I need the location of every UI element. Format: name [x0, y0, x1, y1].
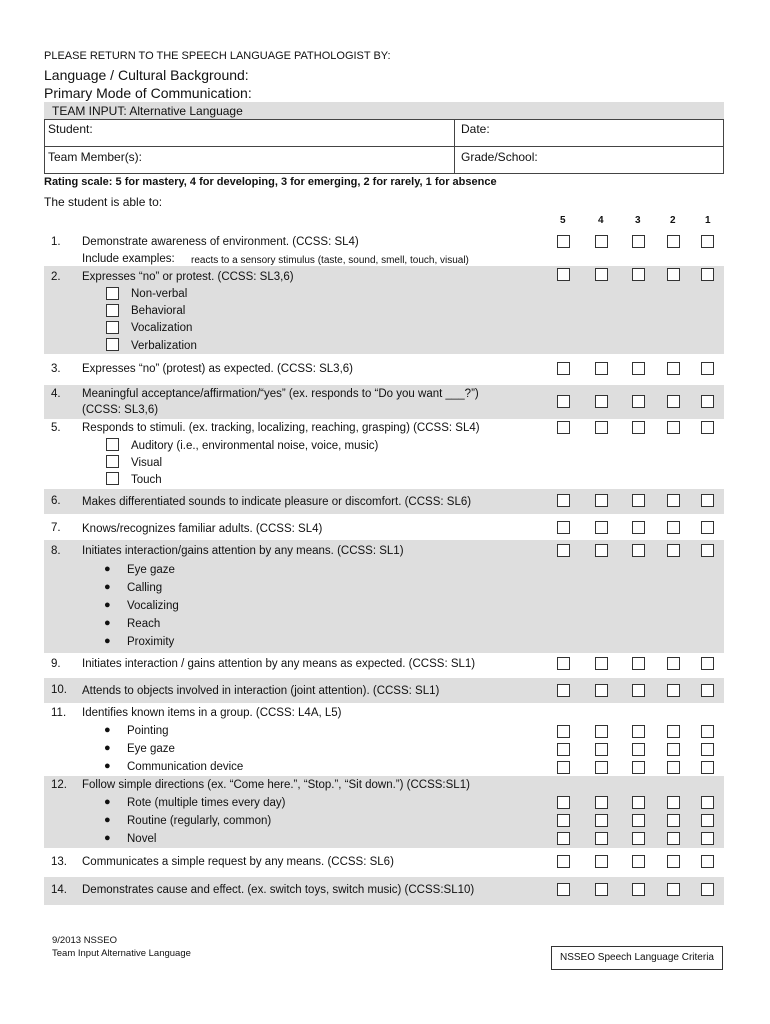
rating-header-1: 1: [705, 215, 711, 226]
bullet-icon: ●: [104, 832, 111, 844]
item-number: 9.: [51, 658, 61, 670]
item-number: 8.: [51, 545, 61, 557]
bullet-icon: ●: [104, 599, 111, 611]
criteria-box-label: NSSEO Speech Language Criteria: [560, 952, 714, 963]
rating-checkbox-1[interactable]: [701, 544, 714, 557]
item-number: 14.: [51, 884, 67, 896]
rating-checkbox-1[interactable]: [701, 832, 714, 845]
sub-option-label: Verbalization: [131, 340, 197, 352]
rating-checkbox-3[interactable]: [632, 395, 645, 408]
rating-checkbox-5[interactable]: [557, 883, 570, 896]
rating-checkbox-5[interactable]: [557, 657, 570, 670]
sub-checkbox[interactable]: [106, 455, 119, 468]
rating-checkbox-5[interactable]: [557, 268, 570, 281]
item-text-continued: (CCSS: SL3,6): [82, 404, 159, 416]
rating-checkbox-5[interactable]: [557, 814, 570, 827]
sub-option-label: Behavioral: [131, 305, 186, 317]
rating-checkbox-2[interactable]: [667, 362, 680, 375]
item-examples-text: reacts to a sensory stimulus (taste, sound, smell, touch, visual): [191, 255, 469, 266]
return-by-line: PLEASE RETURN TO THE SPEECH LANGUAGE PATHOLOGIST BY:: [44, 50, 391, 62]
item-number: 12.: [51, 779, 67, 791]
bullet-icon: ●: [104, 760, 111, 772]
item-number: 4.: [51, 388, 61, 400]
team-input-bar: [44, 102, 724, 119]
rating-checkbox-1[interactable]: [701, 743, 714, 756]
rating-checkbox-5[interactable]: [557, 684, 570, 697]
primary-mode-label: Primary Mode of Communication:: [44, 85, 252, 101]
rating-checkbox-4[interactable]: [595, 521, 608, 534]
rating-checkbox-1[interactable]: [701, 494, 714, 507]
rating-checkbox-3[interactable]: [632, 725, 645, 738]
bullet-label: Pointing: [127, 725, 169, 737]
bullet-label: Communication device: [127, 761, 244, 773]
rating-checkbox-2[interactable]: [667, 832, 680, 845]
rating-checkbox-4[interactable]: [595, 855, 608, 868]
rating-checkbox-4[interactable]: [595, 268, 608, 281]
sub-option-label: Touch: [131, 474, 162, 486]
grade-school-label: Grade/School:: [461, 150, 538, 164]
rating-checkbox-1[interactable]: [701, 883, 714, 896]
rating-checkbox-4[interactable]: [595, 832, 608, 845]
rating-checkbox-3[interactable]: [632, 684, 645, 697]
footer-doc-title: Team Input Alternative Language: [52, 948, 191, 959]
rating-checkbox-1[interactable]: [701, 268, 714, 281]
rating-checkbox-3[interactable]: [632, 855, 645, 868]
date-field[interactable]: [454, 119, 724, 147]
bullet-icon: ●: [104, 617, 111, 629]
date-label: Date:: [461, 122, 490, 136]
rating-checkbox-1[interactable]: [701, 235, 714, 248]
rating-checkbox-3[interactable]: [632, 832, 645, 845]
rating-header-4: 4: [598, 215, 604, 226]
item-number: 11.: [51, 707, 67, 719]
rating-checkbox-4[interactable]: [595, 362, 608, 375]
rating-checkbox-5[interactable]: [557, 743, 570, 756]
item-text: Expresses “no” (protest) as expected. (CCSS: SL3,6): [82, 363, 353, 375]
team-members-label: Team Member(s):: [48, 150, 143, 164]
sub-option-label: Visual: [131, 457, 163, 469]
rating-checkbox-4[interactable]: [595, 814, 608, 827]
rating-checkbox-4[interactable]: [595, 395, 608, 408]
rating-header-2: 2: [670, 215, 676, 226]
bullet-icon: ●: [104, 635, 111, 647]
rating-checkbox-3[interactable]: [632, 796, 645, 809]
bullet-icon: ●: [104, 814, 111, 826]
item-text: Initiates interaction / gains attention by any means as expected. (CCSS: SL1): [82, 658, 476, 670]
rating-checkbox-3[interactable]: [632, 494, 645, 507]
language-background-label: Language / Cultural Background:: [44, 67, 249, 83]
rating-checkbox-4[interactable]: [595, 421, 608, 434]
rating-checkbox-3[interactable]: [632, 657, 645, 670]
rating-checkbox-5[interactable]: [557, 521, 570, 534]
rating-checkbox-4[interactable]: [595, 235, 608, 248]
rating-checkbox-2[interactable]: [667, 421, 680, 434]
criteria-box: [551, 946, 723, 970]
rating-checkbox-1[interactable]: [701, 814, 714, 827]
team-members-field[interactable]: [44, 146, 455, 174]
item-text: Meaningful acceptance/affirmation/“yes” (ex. responds to “Do you want ___?”): [82, 388, 479, 400]
item-number: 13.: [51, 856, 67, 868]
student-label: Student:: [48, 122, 93, 136]
rating-checkbox-2[interactable]: [667, 725, 680, 738]
item-number: 1.: [51, 236, 61, 248]
footer-date-org: 9/2013 NSSEO: [52, 935, 117, 946]
rating-checkbox-1[interactable]: [701, 761, 714, 774]
grade-school-field[interactable]: [454, 146, 724, 174]
item-text: Initiates interaction/gains attention by any means. (CCSS: SL1): [82, 545, 404, 557]
rating-checkbox-3[interactable]: [632, 421, 645, 434]
item-number: 2.: [51, 271, 61, 283]
rating-checkbox-4[interactable]: [595, 684, 608, 697]
rating-checkbox-2[interactable]: [667, 544, 680, 557]
rating-checkbox-4[interactable]: [595, 657, 608, 670]
rating-checkbox-2[interactable]: [667, 684, 680, 697]
rating-checkbox-1[interactable]: [701, 684, 714, 697]
sub-checkbox[interactable]: [106, 472, 119, 485]
rating-checkbox-1[interactable]: [701, 421, 714, 434]
item-text: Communicates a simple request by any means. (CCSS: SL6): [82, 856, 394, 868]
rating-checkbox-5[interactable]: [557, 544, 570, 557]
rating-checkbox-5[interactable]: [557, 832, 570, 845]
sub-option-label: Non-verbal: [131, 288, 188, 300]
rating-checkbox-3[interactable]: [632, 814, 645, 827]
sub-checkbox[interactable]: [106, 438, 119, 451]
sub-option-label: Auditory (i.e., environmental noise, voice, music): [131, 440, 379, 452]
bullet-label: Rote (multiple times every day): [127, 797, 286, 809]
team-input-title: TEAM INPUT: Alternative Language: [52, 104, 243, 118]
rating-checkbox-5[interactable]: [557, 421, 570, 434]
item-number: 7.: [51, 522, 61, 534]
student-field[interactable]: [44, 119, 455, 147]
rating-checkbox-5[interactable]: [557, 235, 570, 248]
rating-checkbox-5[interactable]: [557, 796, 570, 809]
item-number: 10.: [51, 684, 67, 696]
rating-checkbox-2[interactable]: [667, 657, 680, 670]
rating-checkbox-2[interactable]: [667, 814, 680, 827]
sub-checkbox[interactable]: [106, 304, 119, 317]
item-text: Follow simple directions (ex. “Come here.”, “Stop.”, “Sit down.”) (CCSS:SL1): [82, 779, 470, 791]
rating-checkbox-3[interactable]: [632, 883, 645, 896]
rating-checkbox-5[interactable]: [557, 761, 570, 774]
rating-checkbox-3[interactable]: [632, 235, 645, 248]
rating-checkbox-1[interactable]: [701, 395, 714, 408]
rating-checkbox-4[interactable]: [595, 883, 608, 896]
rating-checkbox-1[interactable]: [701, 657, 714, 670]
rating-checkbox-2[interactable]: [667, 521, 680, 534]
rating-checkbox-4[interactable]: [595, 544, 608, 557]
student-able-text: The student is able to:: [44, 195, 163, 209]
bullet-icon: ●: [104, 563, 111, 575]
rating-checkbox-5[interactable]: [557, 362, 570, 375]
rating-checkbox-2[interactable]: [667, 761, 680, 774]
rating-checkbox-4[interactable]: [595, 796, 608, 809]
rating-checkbox-4[interactable]: [595, 743, 608, 756]
sub-checkbox[interactable]: [106, 338, 119, 351]
bullet-icon: ●: [104, 581, 111, 593]
bullet-label: Reach: [127, 618, 161, 630]
rating-checkbox-3[interactable]: [632, 362, 645, 375]
rating-checkbox-2[interactable]: [667, 268, 680, 281]
rating-checkbox-4[interactable]: [595, 725, 608, 738]
rating-checkbox-1[interactable]: [701, 362, 714, 375]
bullet-label: Vocalizing: [127, 600, 179, 612]
bullet-label: Calling: [127, 582, 163, 594]
rating-header-3: 3: [635, 215, 641, 226]
rating-checkbox-3[interactable]: [632, 761, 645, 774]
item-text: Expresses “no” or protest. (CCSS: SL3,6): [82, 271, 294, 283]
rating-checkbox-1[interactable]: [701, 521, 714, 534]
rating-checkbox-3[interactable]: [632, 743, 645, 756]
bullet-label: Routine (regularly, common): [127, 815, 272, 827]
rating-checkbox-1[interactable]: [701, 796, 714, 809]
bullet-icon: ●: [104, 724, 111, 736]
item-text: Knows/recognizes familiar adults. (CCSS: SL4): [82, 523, 323, 535]
item-text: Makes differentiated sounds to indicate pleasure or discomfort. (CCSS: SL6): [82, 496, 472, 508]
bullet-label: Eye gaze: [127, 564, 175, 576]
sub-checkbox[interactable]: [106, 321, 119, 334]
bullet-label: Proximity: [127, 636, 175, 648]
rating-checkbox-2[interactable]: [667, 494, 680, 507]
item-text: Attends to objects involved in interaction (joint attention). (CCSS: SL1): [82, 685, 440, 697]
rating-checkbox-2[interactable]: [667, 855, 680, 868]
rating-checkbox-3[interactable]: [632, 544, 645, 557]
rating-checkbox-2[interactable]: [667, 395, 680, 408]
sub-checkbox[interactable]: [106, 287, 119, 300]
item-text: Identifies known items in a group. (CCSS: L4A, L5): [82, 707, 342, 719]
rating-checkbox-2[interactable]: [667, 883, 680, 896]
item-number: 6.: [51, 495, 61, 507]
item-number: 5.: [51, 422, 61, 434]
rating-scale-text: Rating scale: 5 for mastery, 4 for developing, 3 for emerging, 2 for rarely, 1 for absence: [44, 176, 497, 188]
rating-checkbox-4[interactable]: [595, 494, 608, 507]
rating-checkbox-3[interactable]: [632, 521, 645, 534]
sub-option-label: Vocalization: [131, 322, 193, 334]
rating-checkbox-5[interactable]: [557, 855, 570, 868]
bullet-icon: ●: [104, 796, 111, 808]
item-text: Responds to stimuli. (ex. tracking, localizing, reaching, grasping) (CCSS: SL4): [82, 422, 480, 434]
rating-checkbox-5[interactable]: [557, 725, 570, 738]
rating-checkbox-4[interactable]: [595, 761, 608, 774]
rating-checkbox-1[interactable]: [701, 725, 714, 738]
rating-checkbox-5[interactable]: [557, 494, 570, 507]
rating-checkbox-2[interactable]: [667, 743, 680, 756]
item-text: Demonstrate awareness of environment. (CCSS: SL4): [82, 236, 359, 248]
bullet-label: Eye gaze: [127, 743, 175, 755]
rating-checkbox-3[interactable]: [632, 268, 645, 281]
rating-checkbox-5[interactable]: [557, 395, 570, 408]
rating-checkbox-2[interactable]: [667, 796, 680, 809]
bullet-icon: ●: [104, 742, 111, 754]
item-text: Demonstrates cause and effect. (ex. switch toys, switch music) (CCSS:SL10): [82, 884, 475, 896]
item-number: 3.: [51, 363, 61, 375]
rating-checkbox-2[interactable]: [667, 235, 680, 248]
rating-header-5: 5: [560, 215, 566, 226]
bullet-label: Novel: [127, 833, 157, 845]
item-examples-prefix: Include examples:: [82, 253, 175, 265]
rating-checkbox-1[interactable]: [701, 855, 714, 868]
